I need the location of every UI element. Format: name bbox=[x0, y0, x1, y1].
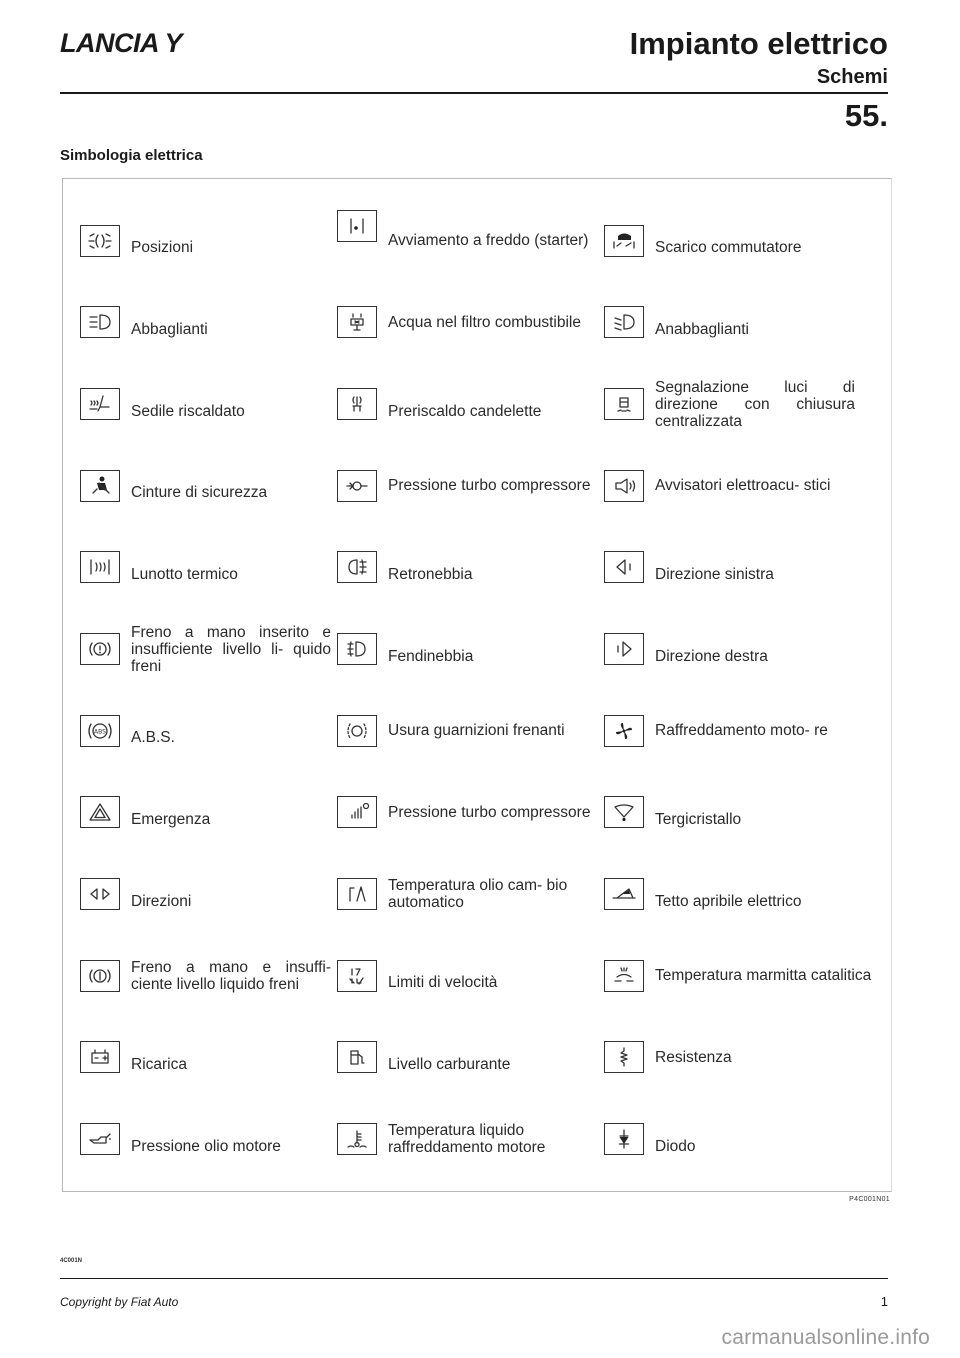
symbol-label: Diodo bbox=[655, 1137, 696, 1155]
symbol-cell bbox=[80, 1098, 337, 1180]
symbol-label: Cinture di sicurezza bbox=[131, 484, 268, 502]
symbol-table-heading: Simbologia elettrica bbox=[60, 147, 203, 164]
symbol-cell bbox=[80, 282, 337, 364]
symbol-cell bbox=[337, 282, 604, 364]
catalytic-temp-icon bbox=[604, 960, 644, 992]
section-title: Impianto elettrico bbox=[629, 26, 888, 61]
symbol-cell bbox=[337, 608, 604, 690]
symbol-label: Emergenza bbox=[131, 810, 211, 828]
left-turn-icon bbox=[604, 551, 644, 583]
figure-code: P4C001N01 bbox=[849, 1196, 890, 1203]
symbol-cell bbox=[337, 445, 604, 527]
symbol-cell bbox=[337, 772, 604, 854]
high-beam-icon bbox=[80, 306, 120, 338]
water-in-fuel-icon bbox=[337, 306, 377, 338]
symbol-cell bbox=[604, 772, 880, 854]
rear-fog-icon bbox=[337, 551, 377, 583]
diode-icon bbox=[604, 1123, 644, 1155]
symbol-cell bbox=[337, 690, 604, 772]
speed-limit-icon bbox=[337, 960, 377, 992]
symbol-label: Posizioni bbox=[131, 239, 194, 257]
symbol-label: A.B.S. bbox=[131, 729, 175, 747]
symbol-label: Temperatura liquido raffreddamento motore bbox=[388, 1122, 546, 1157]
symbol-label: Direzione destra bbox=[655, 647, 768, 665]
symbol-label: Direzioni bbox=[131, 892, 192, 910]
symbol-cell bbox=[80, 608, 337, 690]
right-turn-icon bbox=[604, 633, 644, 665]
abs-icon bbox=[80, 715, 120, 747]
wiper-icon bbox=[604, 796, 644, 828]
symbol-label: Raffreddamento moto- re bbox=[655, 722, 828, 740]
seat-belt-icon bbox=[80, 470, 120, 502]
front-fog-icon bbox=[337, 633, 377, 665]
symbol-cell bbox=[604, 527, 880, 609]
brake-wear-icon bbox=[337, 715, 377, 747]
symbol-cell bbox=[337, 1098, 604, 1180]
symbol-label: Tetto apribile elettrico bbox=[655, 892, 802, 910]
symbol-label: Abbaglianti bbox=[131, 320, 208, 338]
symbol-cell bbox=[604, 445, 880, 527]
symbol-label: Temperatura olio cam- bio automatico bbox=[388, 877, 568, 912]
symbol-cell bbox=[337, 853, 604, 935]
symbol-cell bbox=[604, 363, 880, 445]
fuel-level-icon bbox=[337, 1041, 377, 1073]
glow-plug-icon bbox=[337, 388, 377, 420]
symbol-label: Limiti di velocità bbox=[388, 974, 498, 992]
cold-start-icon bbox=[337, 210, 377, 242]
symbol-label: Ricarica bbox=[131, 1055, 187, 1073]
symbol-cell bbox=[80, 1017, 337, 1099]
symbol-label: Usura guarnizioni frenanti bbox=[388, 722, 565, 740]
resistor-icon bbox=[604, 1041, 644, 1073]
symbol-label: Freno a mano e insuffi- ciente livello liquido freni bbox=[131, 958, 331, 993]
symbol-label: Scarico commutatore bbox=[655, 239, 802, 257]
symbol-cell bbox=[80, 363, 337, 445]
symbol-label: Avviamento a freddo (starter) bbox=[388, 232, 589, 250]
symbol-cell bbox=[337, 935, 604, 1017]
symbol-label: Pressione turbo compressore bbox=[388, 803, 591, 821]
symbol-cell bbox=[337, 527, 604, 609]
horn-icon bbox=[604, 470, 644, 502]
symbol-cell bbox=[337, 1017, 604, 1099]
symbol-cell bbox=[604, 282, 880, 364]
symbol-label: Pressione turbo compressore bbox=[388, 477, 591, 495]
page-number: 1 bbox=[880, 1294, 888, 1309]
switch-discharge-icon bbox=[604, 225, 644, 257]
cooling-fan-icon bbox=[604, 715, 644, 747]
symbol-cell bbox=[604, 1017, 880, 1099]
oil-pressure-icon bbox=[80, 1123, 120, 1155]
transmission-oil-temp-icon bbox=[337, 878, 377, 910]
page-code: 55. bbox=[844, 98, 888, 133]
battery-icon bbox=[80, 1041, 120, 1073]
symbol-label: Segnalazione luci di direzione con chiusura centralizzata bbox=[655, 378, 855, 430]
symbol-cell bbox=[604, 1098, 880, 1180]
symbol-label: Preriscaldo candelette bbox=[388, 402, 542, 420]
symbol-cell bbox=[337, 363, 604, 445]
brake-fluid-icon bbox=[80, 960, 120, 992]
footer-rule bbox=[60, 1278, 888, 1279]
symbol-cell bbox=[80, 200, 337, 282]
sunroof-icon bbox=[604, 878, 644, 910]
symbol-label: Tergicristallo bbox=[655, 810, 742, 828]
symbol-label: Resistenza bbox=[655, 1048, 732, 1066]
symbol-cell bbox=[604, 853, 880, 935]
copyright-notice: Copyright by Fiat Auto bbox=[60, 1295, 179, 1309]
turbo-pressure-icon bbox=[337, 470, 377, 502]
symbol-cell bbox=[604, 690, 880, 772]
symbol-cell bbox=[604, 935, 880, 1017]
symbol-cell bbox=[80, 853, 337, 935]
symbol-cell bbox=[80, 445, 337, 527]
central-lock-indicator-icon bbox=[604, 388, 644, 420]
document-code: 4C001N bbox=[60, 1258, 83, 1264]
symbol-cell bbox=[80, 772, 337, 854]
symbol-label: Retronebbia bbox=[388, 565, 473, 583]
symbol-label: Avvisatori elettroacu- stici bbox=[655, 477, 831, 495]
symbol-label: Freno a mano inserito e insufficiente livello li- quido freni bbox=[131, 623, 331, 675]
turn-signals-icon bbox=[80, 878, 120, 910]
symbol-cell bbox=[337, 200, 604, 282]
hazard-icon bbox=[80, 796, 120, 828]
symbol-cell bbox=[80, 935, 337, 1017]
handbrake-icon bbox=[80, 633, 120, 665]
coolant-temp-icon bbox=[337, 1123, 377, 1155]
watermark: carmanualsonline.info bbox=[721, 1326, 930, 1349]
position-lights-icon bbox=[80, 225, 120, 257]
symbol-label: Pressione olio motore bbox=[131, 1137, 281, 1155]
rear-defrost-icon bbox=[80, 551, 120, 583]
turbo-gauge-icon bbox=[337, 796, 377, 828]
brand-title: LANCIA Y bbox=[60, 28, 183, 58]
symbol-label: Temperatura marmitta catalitica bbox=[655, 967, 872, 985]
symbol-grid bbox=[80, 200, 880, 1180]
symbol-label: Direzione sinistra bbox=[655, 565, 774, 583]
symbol-cell bbox=[604, 200, 880, 282]
symbol-label: Sedile riscaldato bbox=[131, 402, 245, 420]
symbol-label: Fendinebbia bbox=[388, 647, 474, 665]
low-beam-icon bbox=[604, 306, 644, 338]
svg-text:ABS: ABS bbox=[94, 728, 106, 736]
subsection-title: Schemi bbox=[816, 66, 888, 88]
symbol-cell bbox=[80, 690, 337, 772]
heated-seat-icon bbox=[80, 388, 120, 420]
symbol-label: Acqua nel filtro combustibile bbox=[388, 313, 581, 331]
header-rule bbox=[60, 92, 888, 94]
symbol-label: Lunotto termico bbox=[131, 565, 238, 583]
symbol-cell bbox=[80, 527, 337, 609]
symbol-label: Livello carburante bbox=[388, 1055, 511, 1073]
symbol-cell bbox=[604, 608, 880, 690]
symbol-label: Anabbaglianti bbox=[655, 320, 749, 338]
